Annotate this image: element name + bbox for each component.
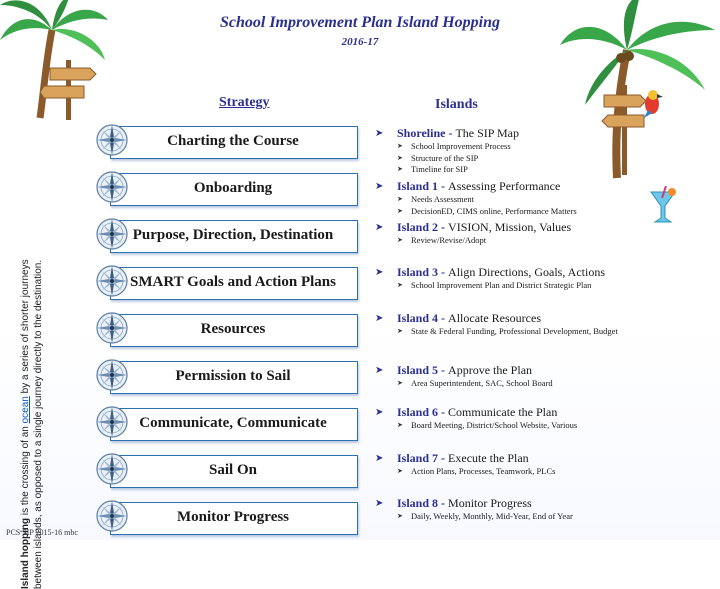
definition-text: is the crossing of an: [20, 423, 31, 518]
island-heading: [375, 363, 695, 378]
island-sub-item-text: Needs Assessment: [411, 194, 475, 204]
island-sub-item: [375, 194, 695, 206]
island-item: [375, 405, 695, 432]
island-description: Assessing Performance: [448, 179, 561, 193]
island-separator: -: [438, 405, 449, 419]
bullet-arrow-icon: ➤: [375, 365, 384, 376]
island-item: [375, 265, 695, 292]
island-heading: [375, 311, 695, 326]
island-name: Island 8: [397, 496, 439, 510]
strategy-label: Monitor Progress: [176, 509, 290, 525]
island-heading: [375, 265, 695, 280]
page-title: School Improvement Plan Island Hopping: [219, 14, 501, 31]
definition-term: Island hopping: [20, 517, 31, 589]
bullet-arrow-icon: ➤: [397, 379, 403, 387]
bullet-arrow-icon: ➤: [397, 512, 403, 520]
strategy-label: Communicate, Communicate: [139, 415, 327, 431]
island-sub-item-text: DecisionED, CIMS online, Performance Matters: [411, 205, 577, 216]
island-sub-item: [375, 466, 695, 478]
bullet-arrow-icon: ➤: [397, 165, 403, 173]
island-description: Monitor Progress: [448, 496, 532, 510]
bullet-arrow-icon: ➤: [397, 467, 403, 475]
island-separator: -: [438, 265, 449, 279]
island-description: Execute the Plan: [448, 451, 529, 465]
island-separator: -: [445, 126, 456, 140]
island-description: VISION, Mission, Values: [448, 220, 572, 234]
bullet-arrow-icon: ➤: [375, 222, 384, 233]
compass-icon: [95, 499, 129, 533]
strategy-row: [96, 314, 358, 348]
bullet-arrow-icon: ➤: [397, 195, 403, 203]
strategy-row: [96, 220, 358, 254]
bullet-arrow-icon: ➤: [397, 206, 403, 215]
strategy-label: Purpose, Direction, Destination: [132, 227, 334, 243]
island-heading: [375, 126, 695, 141]
strategy-label: Sail On: [209, 462, 257, 478]
strategy-row: [96, 502, 358, 536]
island-sub-item-text: School Improvement Process: [411, 141, 511, 151]
island-sub-item: [375, 235, 695, 247]
island-item: [375, 311, 695, 338]
island-sub-item-text: Timeline for SIP: [411, 164, 468, 174]
bullet-arrow-icon: ➤: [397, 327, 403, 335]
strategy-column-heading: Strategy: [219, 95, 270, 110]
island-item: [375, 179, 695, 217]
compass-icon: [95, 311, 129, 345]
definition-line-2: between islands, as opposed to a single journey directly to the destination.: [33, 259, 44, 589]
compass-icon: [95, 405, 129, 439]
strategy-label: Resources: [200, 321, 266, 337]
island-heading: [375, 451, 695, 466]
island-sub-item-text: Review/Revise/Adopt: [411, 235, 487, 245]
compass-icon: [95, 217, 129, 251]
island-sub-item-text: Daily, Weekly, Monthly, Mid-Year, End of Year: [411, 511, 573, 521]
bullet-arrow-icon: ➤: [397, 236, 403, 244]
island-sub-item-text: Board Meeting, District/School Website, Various: [411, 420, 578, 430]
compass-icon: [95, 452, 129, 486]
island-name: Island 5: [397, 363, 439, 377]
island-item: [375, 126, 695, 176]
bullet-arrow-icon: ➤: [397, 153, 403, 162]
island-sub-item: [375, 153, 695, 165]
definition-text: by a series of shorter journeys: [20, 259, 31, 397]
island-sub-item: [375, 164, 695, 176]
definition-line-1: [19, 69, 32, 589]
compass-icon: [95, 264, 129, 298]
island-sub-item: [375, 206, 695, 218]
bullet-arrow-icon: ➤: [375, 453, 384, 464]
island-heading: [375, 179, 695, 194]
compass-icon: [95, 123, 129, 157]
compass-icon: [95, 358, 129, 392]
island-sub-item: [375, 420, 695, 432]
bullet-arrow-icon: ➤: [397, 142, 403, 150]
strategy-row: [96, 455, 358, 489]
islands-column-heading: Islands: [435, 97, 478, 112]
island-description: Allocate Resources: [448, 311, 541, 325]
island-name: Island 7: [397, 451, 439, 465]
island-sub-item: [375, 511, 695, 523]
island-name: Shoreline: [397, 126, 446, 140]
island-item: [375, 220, 695, 247]
strategy-row: [96, 267, 358, 301]
island-name: Island 3: [397, 265, 439, 279]
island-description: Communicate the Plan: [448, 405, 558, 419]
island-sub-item: [375, 141, 695, 153]
island-sub-item: [375, 378, 695, 390]
bullet-arrow-icon: ➤: [375, 407, 384, 418]
ocean-link[interactable]: ocean: [20, 396, 31, 424]
island-sub-item-text: State & Federal Funding, Professional Development, Budget: [411, 326, 618, 336]
island-sub-item-text: Area Superintendent, SAC, School Board: [411, 378, 553, 388]
island-sub-item: [375, 326, 695, 338]
island-sub-item-text: School Improvement Plan and District Strategic Plan: [411, 280, 592, 290]
island-sub-item-text: Structure of the SIP: [411, 152, 479, 163]
strategy-label: Onboarding: [193, 180, 273, 196]
strategy-row: [96, 361, 358, 395]
strategy-row: [96, 173, 358, 207]
island-heading: [375, 220, 695, 235]
island-description: Align Directions, Goals, Actions: [448, 265, 606, 279]
island-separator: -: [438, 496, 449, 510]
island-item: [375, 451, 695, 478]
island-name: Island 6: [397, 405, 439, 419]
island-heading: [375, 496, 695, 511]
island-sub-item: [375, 280, 695, 292]
strategy-row: [96, 126, 358, 160]
island-hopping-definition: [19, 69, 59, 589]
island-description: The SIP Map: [455, 126, 520, 140]
strategy-label: Charting the Course: [167, 133, 299, 149]
parrot-icon: [638, 88, 668, 118]
island-separator: -: [438, 451, 449, 465]
footer-credit: PCS SIP 2015-16 mbc: [6, 528, 78, 537]
island-name: Island 1: [397, 179, 439, 193]
compass-icon: [95, 170, 129, 204]
bullet-arrow-icon: ➤: [375, 128, 384, 139]
island-sub-item-text: Action Plans, Processes, Teamwork, PLCs: [411, 466, 556, 476]
island-item: [375, 496, 695, 523]
bullet-arrow-icon: ➤: [375, 313, 384, 324]
island-separator: -: [438, 311, 449, 325]
page-subtitle-year: 2016-17: [341, 36, 379, 48]
island-name: Island 4: [397, 311, 439, 325]
island-description: Approve the Plan: [448, 363, 533, 377]
island-name: Island 2: [397, 220, 439, 234]
bullet-arrow-icon: ➤: [397, 281, 403, 289]
bullet-arrow-icon: ➤: [375, 498, 384, 509]
bullet-arrow-icon: ➤: [375, 181, 384, 192]
bullet-arrow-icon: ➤: [375, 267, 384, 278]
island-heading: [375, 405, 695, 420]
bullet-arrow-icon: ➤: [397, 421, 403, 429]
island-separator: -: [438, 363, 449, 377]
strategy-row: [96, 408, 358, 442]
strategy-label: SMART Goals and Action Plans: [130, 274, 336, 290]
strategy-label: Permission to Sail: [175, 368, 291, 384]
island-item: [375, 363, 695, 390]
island-separator: -: [438, 220, 449, 234]
island-separator: -: [438, 179, 449, 193]
